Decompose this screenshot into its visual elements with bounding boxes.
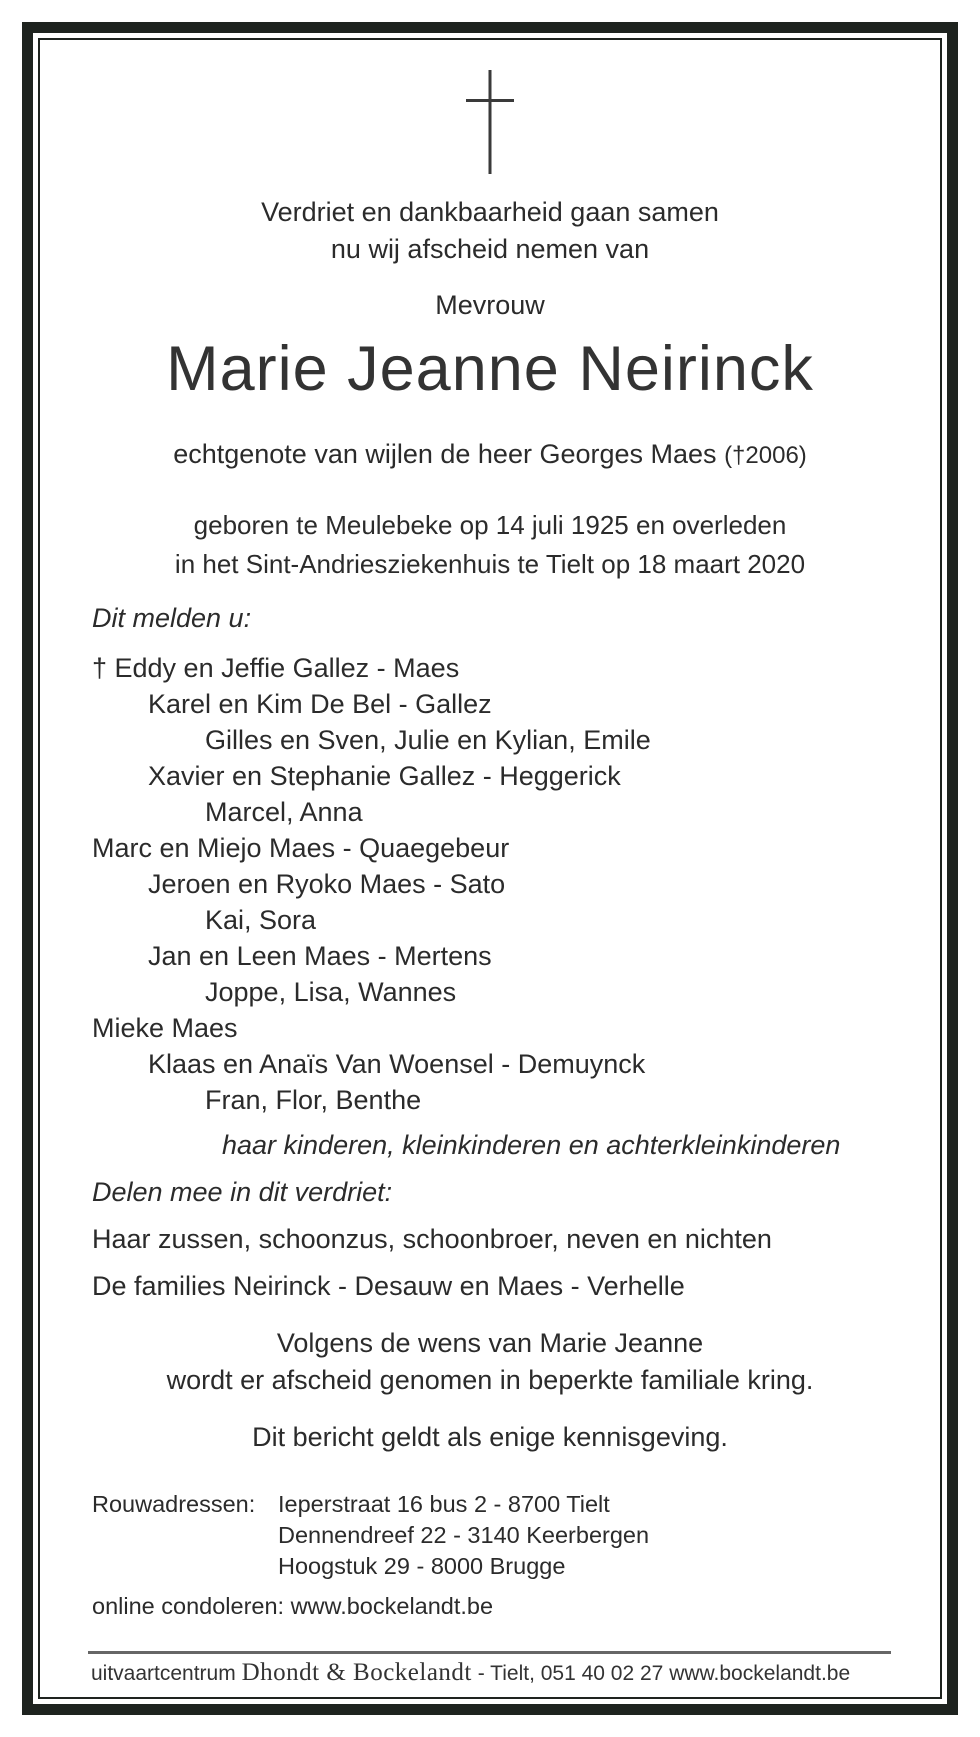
family-line: Karel en Kim De Bel - Gallez	[148, 689, 492, 719]
spouse-line	[82, 439, 898, 470]
spouse-death-year: (†2006)	[724, 442, 807, 469]
address-line: Dennendreef 22 - 3140 Keerbergen	[278, 1522, 650, 1548]
birth-death-info	[82, 506, 898, 584]
family-line: Xavier en Stephanie Gallez - Heggerick	[148, 761, 621, 791]
spouse-text: echtgenote van wijlen de heer Georges Maes	[173, 439, 717, 469]
wish-line-1: Volgens de wens van Marie Jeanne	[276, 1328, 704, 1358]
family-line: Marc en Miejo Maes - Quaegebeur	[92, 833, 510, 863]
family-line: † Eddy en Jeffie Gallez - Maes	[92, 653, 460, 683]
intro-text	[82, 194, 898, 268]
wish-line-2: wordt er afscheid genomen in beperkte familiale kring.	[166, 1365, 814, 1395]
family-line: Fran, Flor, Benthe	[205, 1085, 422, 1115]
intro-line-1: Verdriet en dankbaarheid gaan samen	[261, 197, 719, 227]
family-line: Marcel, Anna	[205, 797, 363, 827]
family-line: Jan en Leen Maes - Mertens	[148, 941, 492, 971]
online-condolence-link[interactable]: online condoleren: www.bockelandt.be	[92, 1593, 494, 1619]
sharing-line-2: De families Neirinck - Desauw en Maes - Verhelle	[92, 1271, 685, 1301]
deceased-name: Marie Jeanne Neirinck	[166, 334, 814, 404]
family-heading: Dit melden u:	[92, 603, 252, 633]
address-line: Ieperstraat 16 bus 2 - 8700 Tielt	[278, 1491, 610, 1517]
notice-text: Dit bericht geldt als enige kennisgeving.	[252, 1422, 728, 1452]
family-line: Mieke Maes	[92, 1013, 238, 1043]
footer-contact: - Tielt, 051 40 02 27 www.bockelandt.be	[477, 1662, 851, 1685]
family-line: Klaas en Anaïs Van Woensel - Demuynck	[148, 1049, 646, 1079]
cross-icon	[466, 70, 514, 174]
funeral-home-brand: Dhondt & Bockelandt	[241, 1659, 472, 1686]
family-summary: haar kinderen, kleinkinderen en achterkleinkinderen	[222, 1130, 841, 1160]
footer	[91, 1659, 850, 1687]
family-line: Jeroen en Ryoko Maes - Sato	[148, 869, 506, 899]
family-line: Gilles en Sven, Julie en Kylian, Emile	[205, 725, 651, 755]
sharing-heading: Delen mee in dit verdriet:	[92, 1177, 393, 1207]
intro-line-2: nu wij afscheid nemen van	[330, 234, 650, 264]
sharing-line-1: Haar zussen, schoonzus, schoonbroer, neven en nichten	[92, 1224, 772, 1254]
salutation: Mevrouw	[435, 290, 545, 320]
footer-prefix: uitvaartcentrum	[91, 1662, 236, 1685]
address-line: Hoogstuk 29 - 8000 Brugge	[278, 1553, 566, 1579]
address-label: Rouwadressen:	[92, 1491, 256, 1517]
footer-divider	[88, 1651, 891, 1654]
born-line-1: geboren te Meulebeke op 14 juli 1925 en overleden	[193, 510, 787, 540]
family-line: Kai, Sora	[205, 905, 317, 935]
born-line-2: in het Sint-Andriesziekenhuis te Tielt op 18 maart 2020	[174, 549, 806, 579]
wish-text	[82, 1325, 898, 1399]
family-line: Joppe, Lisa, Wannes	[205, 977, 457, 1007]
